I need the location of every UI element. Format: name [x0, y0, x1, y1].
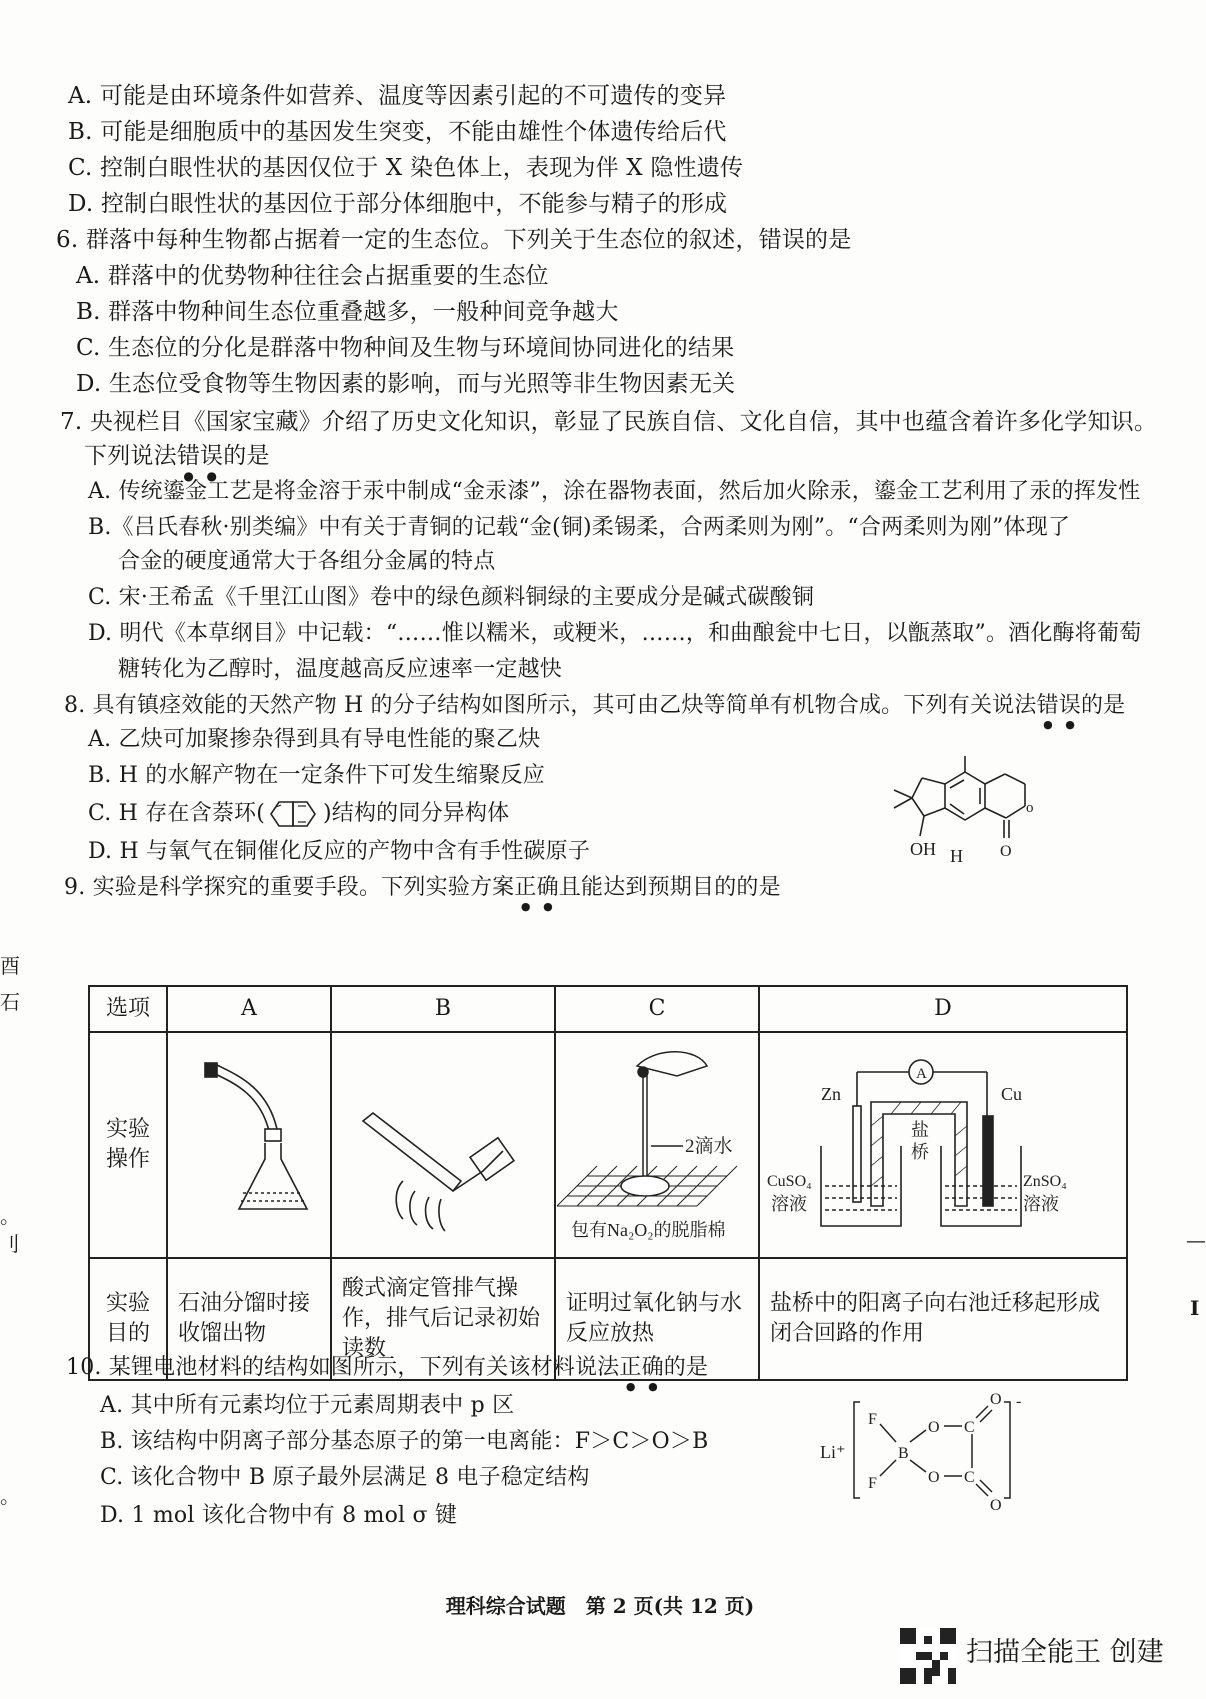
experiment-table [88, 985, 1128, 1381]
distillation-flask-figure [169, 1041, 319, 1241]
zn-label: Zn [821, 1083, 841, 1104]
li-ion-label: Li⁺ [820, 1442, 846, 1462]
q8-option-c-post: )结构的同分异构体 [323, 801, 510, 826]
q8-stem-post: 的是 [1080, 693, 1126, 718]
q9-stem-emphasis: 正确 [514, 875, 559, 900]
figure-c-label: 2滴水 [685, 1135, 733, 1157]
salt-bridge-label-1: 盐 [911, 1119, 929, 1140]
purpose-d: 盐桥中的阳离子向右池迁移起形成闭合回路的作用 [759, 1258, 1127, 1380]
q10-option-a: A. 其中所有元素均位于元素周期表中 p 区 [100, 1393, 515, 1418]
left-solution-word: 溶液 [771, 1193, 807, 1214]
q7-stem-post: 的是 [223, 443, 270, 469]
q8-option-c-pre: C. H 存在含萘环( [88, 801, 265, 826]
right-solution-word: 溶液 [1023, 1193, 1059, 1214]
charge-label: - [1016, 1393, 1022, 1410]
q9-stem [64, 872, 781, 913]
edge-mark-right-1: — [1186, 1228, 1206, 1252]
q7-option-c: C. 宋·王希孟《千里江山图》卷中的绿色颜料铜绿的主要成分是碱式碳酸铜 [88, 585, 815, 610]
purpose-label: 实验 目的 [89, 1258, 167, 1380]
q5-option-b: B. 可能是细胞质中的基因发生突变，不能由雄性个体遗传给后代 [68, 119, 727, 145]
q6-option-a: A. 群落中的优势物种往往会占据重要的生态位 [76, 263, 549, 289]
label-h: H [950, 846, 963, 866]
q10-option-c: C. 该化合物中 B 原子最外层满足 8 电子稳定结构 [100, 1465, 590, 1490]
right-solution-formula: ZnSO₄ [1023, 1172, 1067, 1190]
qr-code-icon [900, 1628, 956, 1684]
edge-mark-left-3: 。 [0, 1204, 20, 1228]
q10-stem-post: 的是 [663, 1355, 709, 1380]
q8-option-c [88, 798, 509, 830]
o2-label: O [928, 1469, 940, 1486]
header-b: B [331, 986, 555, 1032]
figure-d-cell [759, 1032, 1127, 1258]
q7-option-d-line1: D. 明代《本草纲目》中记载：“……惟以糯米，或粳米，……，和曲酿瓮中七日，以甑蒸取”。酒化酶将葡萄 [88, 621, 1142, 646]
o1-label: O [928, 1419, 940, 1436]
q6-stem: 6. 群落中每种生物都占据着一定的生态位。下列关于生态位的叙述，错误的是 [56, 227, 852, 253]
operation-row [89, 1032, 1127, 1258]
o3-label: O [990, 1391, 1002, 1408]
q10-stem-emphasis: 正确 [619, 1355, 664, 1380]
q10-option-d: D. 1 mol 该化合物中有 8 mol σ 键 [100, 1503, 458, 1528]
galvanic-cell-figure [761, 1036, 1081, 1246]
q7-stem-emphasis: 错误 [176, 443, 224, 469]
q7-stem-pre: 下列说法 [84, 443, 177, 469]
b-label: B [898, 1445, 909, 1462]
table-header-row [89, 986, 1127, 1032]
header-option: 选项 [89, 986, 167, 1032]
salt-bridge-label-2: 桥 [911, 1141, 929, 1162]
molecule-h-structure [880, 740, 1040, 880]
q6-option-b: B. 群落中物种间生态位重叠越多，一般种间竞争越大 [76, 299, 619, 325]
q8-stem-pre: 8. 具有镇痉效能的天然产物 H 的分子结构如图所示，其可由乙炔等简单有机物合成。下列有关说法 [64, 693, 1037, 718]
q8-option-b: B. H 的水解产物在一定条件下可发生缩聚反应 [88, 763, 545, 788]
naphthalene-ring-icon [265, 799, 323, 829]
edge-mark-left-4: 刂 [0, 1232, 20, 1256]
label-o: O [1000, 843, 1012, 860]
c2-label: C [964, 1469, 975, 1486]
burette-exhaust-figure [333, 1041, 543, 1241]
purpose-b: 酸式滴定管排气操作，排气后记录初始读数 [331, 1258, 555, 1380]
q10-stem-pre: 10. 某锂电池材料的结构如图所示，下列有关该材料说法 [66, 1355, 620, 1380]
header-c: C [555, 986, 759, 1032]
q7-stem-line1: 7. 央视栏目《国家宝藏》介绍了历史文化知识，彰显了民族自信、文化自信，其中也蕴含着许多化学知识。 [60, 409, 1158, 435]
q6-option-c: C. 生态位的分化是群落中物种间及生物与环境间协同进化的结果 [76, 335, 735, 361]
q8-option-a: A. 乙炔可加聚掺杂得到具有导电性能的聚乙炔 [88, 727, 541, 752]
ammeter-label: A [916, 1065, 927, 1082]
q9-stem-post: 且能达到预期目的的是 [558, 875, 781, 900]
q10-stem [66, 1352, 708, 1393]
c1-label: C [964, 1419, 975, 1436]
f2-label: F [868, 1475, 877, 1492]
f1-label: F [868, 1411, 877, 1428]
edge-mark-right-2: I [1190, 1296, 1200, 1320]
purpose-a: 石油分馏时接收馏出物 [167, 1258, 331, 1380]
q5-option-c: C. 控制白眼性状的基因仅位于 X 染色体上，表现为伴 X 隐性遗传 [68, 155, 744, 181]
q7-option-b-line1: B.《吕氏春秋·别类编》中有关于青铜的记载“金(铜)柔锡柔，合两柔则为刚”。“合两柔则为刚”体现了 [88, 515, 1071, 540]
q7-option-b-line2: 合金的硬度通常大于各组分金属的特点 [118, 549, 496, 574]
header-d: D [759, 986, 1127, 1032]
q6-option-d: D. 生态位受食物等生物因素的影响，而与光照等非生物因素无关 [76, 371, 736, 397]
label-oh: OH [910, 839, 936, 859]
header-a: A [167, 986, 331, 1032]
o4-label: O [990, 1497, 1002, 1514]
q8-option-d: D. H 与氧气在铜催化反应的产物中含有手性碳原子 [88, 839, 591, 864]
left-solution-formula: CuSO₄ [767, 1172, 812, 1190]
q5-option-a: A. 可能是由环境条件如营养、温度等因素引起的不可遗传的变异 [68, 83, 727, 109]
purpose-c: 证明过氧化钠与水反应放热 [555, 1258, 759, 1380]
edge-mark-left-2: 石 [0, 990, 20, 1014]
figure-c-caption: 包有Na₂O₂的脱脂棉 [571, 1219, 726, 1240]
page-footer: 理科综合试题 第 2 页(共 12 页) [445, 1594, 755, 1618]
scanner-watermark: 扫描全能王 创建 [966, 1637, 1164, 1668]
q5-option-d: D. 控制白眼性状的基因位于部分体细胞中，不能参与精子的形成 [68, 191, 728, 217]
q10-option-b: B. 该结构中阴离子部分基态原子的第一电离能：F＞C＞O＞B [100, 1429, 709, 1454]
cu-label: Cu [1001, 1083, 1023, 1104]
q8-stem-emphasis: 错误 [1036, 693, 1081, 718]
q9-stem-pre: 9. 实验是科学探究的重要手段。下列实验方案 [64, 875, 515, 900]
q7-option-a: A. 传统鎏金工艺是将金溶于汞中制成“金汞漆”，涂在器物表面，然后加火除汞，鎏金工艺利用了汞的挥发性 [88, 479, 1141, 504]
sodium-peroxide-figure [557, 1036, 757, 1246]
figure-c-cell [555, 1032, 759, 1258]
edge-mark-left-1: 酉 [0, 954, 20, 978]
operation-label: 实验 操作 [89, 1032, 167, 1258]
q7-option-d-line2: 糖转化为乙醇时，温度越高反应速率一定越快 [118, 657, 563, 682]
svg-text:o: o [1026, 800, 1034, 816]
figure-b-cell [331, 1032, 555, 1258]
edge-mark-left-5: 。 [0, 1484, 20, 1508]
lithium-salt-structure [820, 1380, 1040, 1530]
figure-a-cell [167, 1032, 331, 1258]
